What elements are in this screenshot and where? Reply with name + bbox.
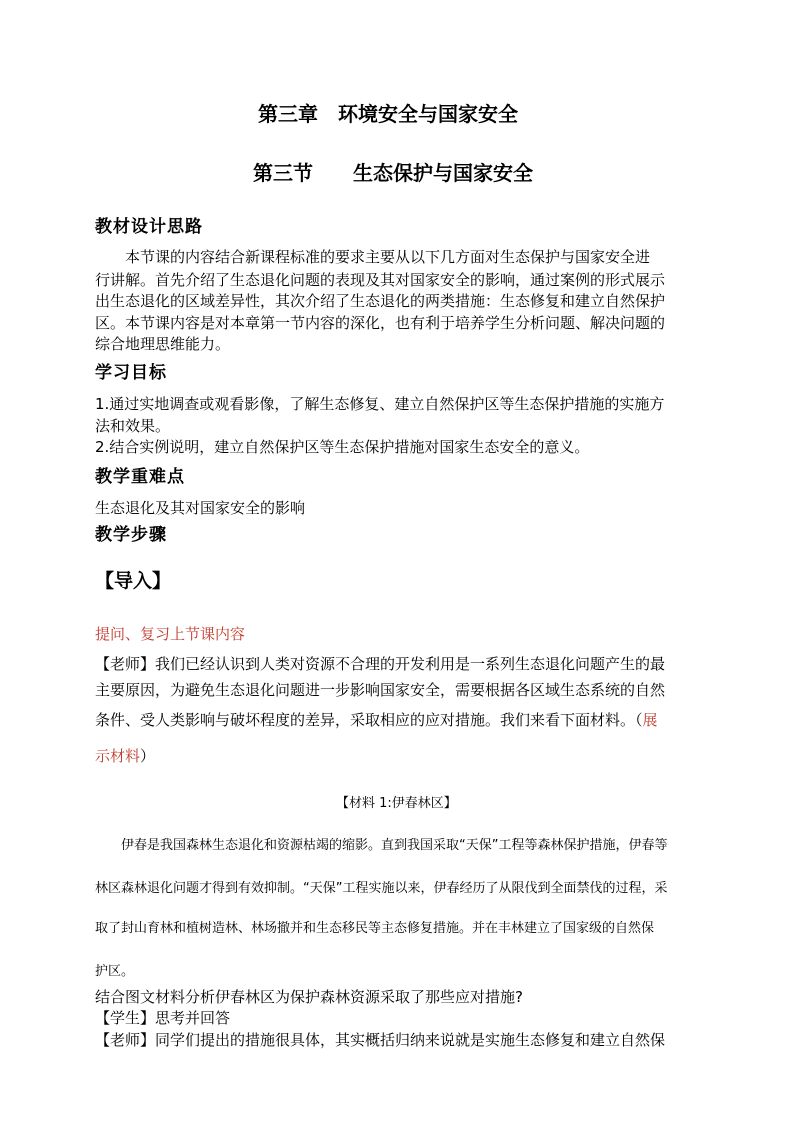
design-line: 综合地理思维能力。 (95, 335, 231, 353)
material-line: 护区。 (95, 964, 135, 979)
teacher-line (95, 746, 155, 767)
show-material-text: 示材料 (95, 747, 141, 765)
teacher-text: ） (140, 747, 156, 765)
goal-line: 2.结合实例说明，建立自然保护区等生态保护措施对国家生态安全的意义。 (95, 438, 590, 456)
chapter-title: 第三章 环境安全与国家安全 (258, 102, 518, 126)
design-heading: 教材设计思路 (95, 217, 203, 237)
teacher-line (95, 1030, 665, 1051)
design-line: 本节课的内容结合新课程标准的要求主要从以下几方面对生态保护与国家安全进 (95, 248, 651, 266)
material-line: 林区森林退化问题才得到有效抑制。“天保”工程实施以来，伊春经历了从限伐到全面禁伐的过程，采 (95, 881, 668, 896)
teacher-tag: 【老师】 (95, 1031, 156, 1049)
material-line: 伊春是我国森林生态退化和资源枯竭的缩影。直到我国采取“天保”工程等森林保护措施，伊春等 (95, 838, 668, 853)
key-points-text: 生态退化及其对国家安全的影响 (95, 499, 306, 517)
goals-heading: 学习目标 (95, 363, 167, 383)
design-line: 行讲解。首先介绍了生态退化问题的表现及其对国家安全的影响，通过案例的形式展示 (95, 271, 666, 289)
section-title: 第三节 生态保护与国家安全 (253, 161, 533, 185)
teacher-line (95, 710, 658, 731)
student-text: 思考并回答 (155, 1009, 231, 1027)
teacher-tag: 【老师】 (95, 655, 156, 673)
intro-heading: 【导入】 (95, 570, 172, 592)
goal-line: 法和效果。 (95, 417, 171, 435)
teacher-line (95, 654, 665, 675)
student-line (95, 1008, 230, 1029)
teacher-text: 条件、受人类影响与破坏程度的差异，采取相应的应对措施。我们来看下面材料。（ (95, 711, 643, 729)
material-line: 取了封山育林和植树造林、林场撤并和生态移民等主态修复措施。并在丰林建立了国家级的自然保 (95, 921, 655, 936)
teacher-text: 同学们提出的措施很具体，其实概括归纳来说就是实施生态修复和建立自然保 (155, 1031, 666, 1049)
design-line: 区。本节课内容是对本章第一节内容的深化，也有利于培养学生分析问题、解决问题的 (95, 314, 666, 332)
key-points-heading: 教学重难点 (95, 467, 185, 487)
steps-heading: 教学步骤 (95, 525, 167, 545)
teacher-line: 主要原因，为避免生态退化问题进一步影响国家安全，需要根据各区域生态系统的自然 (95, 681, 666, 699)
question-text: 结合图文材料分析伊春林区为保护森林资源采取了那些应对措施? (95, 988, 523, 1006)
show-material-text: 展 (642, 711, 658, 729)
student-tag: 【学生】 (95, 1009, 156, 1027)
teacher-text: 我们已经认识到人类对资源不合理的开发利用是一系列生态退化问题产生的最 (155, 655, 666, 673)
review-text: 提问、复习上节课内容 (95, 625, 246, 643)
material-title: 【材料 1:伊春林区】 (336, 796, 457, 811)
design-line: 出生态退化的区域差异性，其次介绍了生态退化的两类措施：生态修复和建立自然保护 (95, 292, 666, 310)
goal-line: 1.通过实地调查或观看影像，了解生态修复、建立自然保护区等生态保护措施的实施方 (95, 395, 665, 413)
